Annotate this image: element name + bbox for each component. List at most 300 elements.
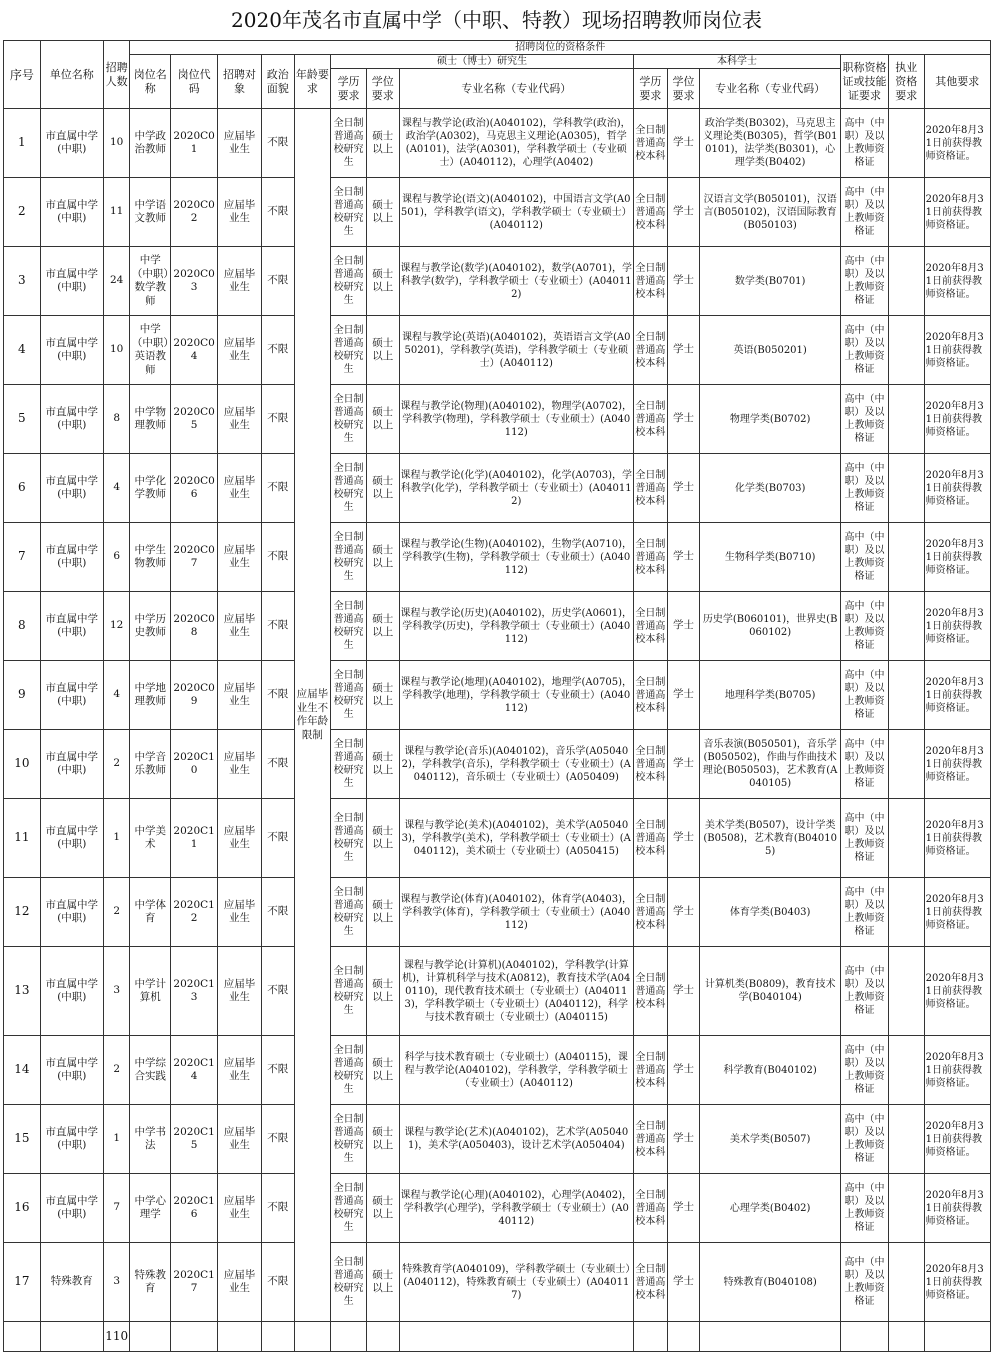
master-edu-cell: 全日制普通高校研究生 xyxy=(331,523,367,592)
master-degree-cell: 硕士以上 xyxy=(366,454,399,523)
total-empty-cell xyxy=(667,1322,700,1352)
target-cell: 应届毕业生 xyxy=(218,178,262,247)
total-empty-cell xyxy=(331,1322,367,1352)
table-row xyxy=(4,247,991,316)
master-major-cell: 课程与教学论(政治)(A040102)，学科教学(政治)，政治学(A0302)，马克思主义理论(A0305)，哲学(A0101)，法学(A0301)，学科教学硕士（专业硕士）(A040112)，心理学(A0402) xyxy=(399,109,634,178)
cert-cell: 高中（中职）及以上教师资格证 xyxy=(841,1105,889,1174)
seq-cell: 7 xyxy=(4,523,41,592)
other-cell: 2020年8月31日前获得教师资格证。 xyxy=(924,1036,990,1105)
post-code-cell: 2020C12 xyxy=(171,878,218,947)
count-cell: 4 xyxy=(103,661,130,730)
unit-cell: 市直属中学(中职) xyxy=(40,178,103,247)
unit-cell: 市直属中学(中职) xyxy=(40,1036,103,1105)
header-political: 政治面貌 xyxy=(261,55,294,109)
political-cell: 不限 xyxy=(261,730,294,799)
bachelor-degree-cell: 学士 xyxy=(667,1243,700,1322)
license-cell xyxy=(888,592,924,661)
master-major-cell: 课程与教学论(生物)(A040102)，生物学(A0710)，学科教学(生物)，学科教学硕士（专业硕士）(A040112) xyxy=(399,523,634,592)
table-row xyxy=(4,661,991,730)
header-m-major: 专业名称（专业代码） xyxy=(399,69,634,109)
license-cell xyxy=(888,661,924,730)
master-degree-cell: 硕士以上 xyxy=(366,1036,399,1105)
master-major-cell: 科学与技术教育硕士（专业硕士）(A040115)，课程与教学论(A040102)，学科教学，学科教学硕士（专业硕士）(A040112) xyxy=(399,1036,634,1105)
political-cell: 不限 xyxy=(261,799,294,878)
count-cell: 10 xyxy=(103,109,130,178)
master-major-cell: 课程与教学论(美术)(A040102)，美术学(A050403)，学科教学(美术)，学科教学硕士（专业硕士）(A040112)，美术硕士（专业硕士）(A050415) xyxy=(399,799,634,878)
other-cell: 2020年8月31日前获得教师资格证。 xyxy=(924,799,990,878)
license-cell xyxy=(888,878,924,947)
political-cell: 不限 xyxy=(261,523,294,592)
political-cell: 不限 xyxy=(261,878,294,947)
bachelor-major-cell: 历史学(B060101)，世界史(B060102) xyxy=(700,592,841,661)
license-cell xyxy=(888,1105,924,1174)
total-empty-cell xyxy=(4,1322,41,1352)
bachelor-edu-cell: 全日制普通高校本科 xyxy=(634,178,668,247)
header-age: 年龄要求 xyxy=(294,55,331,109)
master-degree-cell: 硕士以上 xyxy=(366,661,399,730)
header-title-cert: 职称资格证或技能证要求 xyxy=(841,55,889,109)
bachelor-degree-cell: 学士 xyxy=(667,878,700,947)
bachelor-degree-cell: 学士 xyxy=(667,178,700,247)
master-edu-cell: 全日制普通高校研究生 xyxy=(331,109,367,178)
political-cell: 不限 xyxy=(261,661,294,730)
cert-cell: 高中（中职）及以上教师资格证 xyxy=(841,661,889,730)
post-name-cell: 中学音乐教师 xyxy=(130,730,171,799)
bachelor-edu-cell: 全日制普通高校本科 xyxy=(634,385,668,454)
bachelor-major-cell: 美术学类(B0507) xyxy=(700,1105,841,1174)
master-edu-cell: 全日制普通高校研究生 xyxy=(331,1243,367,1322)
master-degree-cell: 硕士以上 xyxy=(366,947,399,1036)
master-degree-cell: 硕士以上 xyxy=(366,799,399,878)
unit-cell: 市直属中学(中职) xyxy=(40,878,103,947)
table-row xyxy=(4,1105,991,1174)
post-code-cell: 2020C05 xyxy=(171,385,218,454)
master-major-cell: 课程与教学论(心理)(A040102)，心理学(A0402)，学科教学(心理学)，学科教学硕士（专业硕士）(A040112) xyxy=(399,1174,634,1243)
license-cell xyxy=(888,947,924,1036)
master-major-cell: 课程与教学论(数学)(A040102)，数学(A0701)，学科教学(数学)，学科教学硕士（专业硕士）(A040112) xyxy=(399,247,634,316)
master-major-cell: 课程与教学论(英语)(A040102)，英语语言文学(A050201)，学科教学(英语)，学科教学硕士（专业硕士）(A040112) xyxy=(399,316,634,385)
unit-cell: 市直属中学(中职) xyxy=(40,799,103,878)
master-major-cell: 课程与教学论(音乐)(A040102)，音乐学(A050402)，学科教学(音乐)，学科教学硕士（专业硕士）(A040112)，音乐硕士（专业硕士）(A050409) xyxy=(399,730,634,799)
post-code-cell: 2020C17 xyxy=(171,1243,218,1322)
post-name-cell: 中学语文教师 xyxy=(130,178,171,247)
table-row xyxy=(4,1243,991,1322)
target-cell: 应届毕业生 xyxy=(218,878,262,947)
cert-cell: 高中（中职）及以上教师资格证 xyxy=(841,730,889,799)
header-bachelor-group: 本科学士 xyxy=(634,55,841,69)
seq-cell: 17 xyxy=(4,1243,41,1322)
post-name-cell: 中学历史教师 xyxy=(130,592,171,661)
cert-cell: 高中（中职）及以上教师资格证 xyxy=(841,316,889,385)
bachelor-edu-cell: 全日制普通高校本科 xyxy=(634,730,668,799)
header-b-degree: 学位要求 xyxy=(667,69,700,109)
other-cell: 2020年8月31日前获得教师资格证。 xyxy=(924,661,990,730)
master-degree-cell: 硕士以上 xyxy=(366,1243,399,1322)
other-cell: 2020年8月31日前获得教师资格证。 xyxy=(924,523,990,592)
bachelor-degree-cell: 学士 xyxy=(667,454,700,523)
table-row xyxy=(4,878,991,947)
total-empty-cell xyxy=(40,1322,103,1352)
unit-cell: 市直属中学(中职) xyxy=(40,523,103,592)
count-cell: 10 xyxy=(103,316,130,385)
bachelor-major-cell: 英语(B050201) xyxy=(700,316,841,385)
target-cell: 应届毕业生 xyxy=(218,109,262,178)
master-edu-cell: 全日制普通高校研究生 xyxy=(331,247,367,316)
total-empty-cell xyxy=(634,1322,668,1352)
count-cell: 12 xyxy=(103,592,130,661)
bachelor-major-cell: 汉语言文学(B050101)，汉语言(B050102)，汉语国际教育(B050103) xyxy=(700,178,841,247)
master-degree-cell: 硕士以上 xyxy=(366,178,399,247)
target-cell: 应届毕业生 xyxy=(218,592,262,661)
post-name-cell: 中学计算机 xyxy=(130,947,171,1036)
bachelor-degree-cell: 学士 xyxy=(667,1174,700,1243)
other-cell: 2020年8月31日前获得教师资格证。 xyxy=(924,454,990,523)
other-cell: 2020年8月31日前获得教师资格证。 xyxy=(924,592,990,661)
target-cell: 应届毕业生 xyxy=(218,799,262,878)
header-count: 招聘人数 xyxy=(103,41,130,109)
cert-cell: 高中（中职）及以上教师资格证 xyxy=(841,947,889,1036)
seq-cell: 12 xyxy=(4,878,41,947)
other-cell: 2020年8月31日前获得教师资格证。 xyxy=(924,947,990,1036)
other-cell: 2020年8月31日前获得教师资格证。 xyxy=(924,247,990,316)
target-cell: 应届毕业生 xyxy=(218,247,262,316)
total-empty-cell xyxy=(924,1322,990,1352)
document-title: 2020年茂名市直属中学（中职、特教）现场招聘教师岗位表 xyxy=(231,8,762,32)
post-name-cell: 特殊教育 xyxy=(130,1243,171,1322)
master-edu-cell: 全日制普通高校研究生 xyxy=(331,454,367,523)
post-code-cell: 2020C08 xyxy=(171,592,218,661)
target-cell: 应届毕业生 xyxy=(218,1036,262,1105)
master-major-cell: 课程与教学论(计算机)(A040102)，学科教学(计算机)，计算机科学与技术(A0812)，教育技术学(A040110)，现代教育技术硕士（专业硕士）(A040113)，学科教学硕士（专业硕士）(A040112)，科学与技术教育硕士（专业硕士）(A040115) xyxy=(399,947,634,1036)
header-license: 执业资格要求 xyxy=(888,55,924,109)
seq-cell: 3 xyxy=(4,247,41,316)
target-cell: 应届毕业生 xyxy=(218,523,262,592)
seq-cell: 10 xyxy=(4,730,41,799)
bachelor-edu-cell: 全日制普通高校本科 xyxy=(634,592,668,661)
post-code-cell: 2020C06 xyxy=(171,454,218,523)
cert-cell: 高中（中职）及以上教师资格证 xyxy=(841,1036,889,1105)
header-m-edu: 学历要求 xyxy=(331,69,367,109)
master-degree-cell: 硕士以上 xyxy=(366,1105,399,1174)
bachelor-edu-cell: 全日制普通高校本科 xyxy=(634,799,668,878)
post-name-cell: 中学综合实践 xyxy=(130,1036,171,1105)
total-empty-cell xyxy=(218,1322,262,1352)
cert-cell: 高中（中职）及以上教师资格证 xyxy=(841,523,889,592)
seq-cell: 16 xyxy=(4,1174,41,1243)
seq-cell: 2 xyxy=(4,178,41,247)
target-cell: 应届毕业生 xyxy=(218,1105,262,1174)
master-edu-cell: 全日制普通高校研究生 xyxy=(331,592,367,661)
table-row xyxy=(4,1174,991,1243)
license-cell xyxy=(888,1243,924,1322)
header-unit: 单位名称 xyxy=(40,41,103,109)
count-cell: 7 xyxy=(103,1174,130,1243)
license-cell xyxy=(888,799,924,878)
unit-cell: 市直属中学(中职) xyxy=(40,592,103,661)
bachelor-degree-cell: 学士 xyxy=(667,592,700,661)
cert-cell: 高中（中职）及以上教师资格证 xyxy=(841,1243,889,1322)
bachelor-edu-cell: 全日制普通高校本科 xyxy=(634,523,668,592)
post-name-cell: 中学物理教师 xyxy=(130,385,171,454)
bachelor-major-cell: 计算机类(B0809)，教育技术学(B040104) xyxy=(700,947,841,1036)
master-major-cell: 课程与教学论(地理)(A040102)，地理学(A0705)，学科教学(地理)，学科教学硕士（专业硕士）(A040112) xyxy=(399,661,634,730)
unit-cell: 市直属中学(中职) xyxy=(40,247,103,316)
total-empty-cell xyxy=(841,1322,889,1352)
license-cell xyxy=(888,523,924,592)
master-edu-cell: 全日制普通高校研究生 xyxy=(331,316,367,385)
header-master-group: 硕士（博士）研究生 xyxy=(331,55,634,69)
target-cell: 应届毕业生 xyxy=(218,947,262,1036)
license-cell xyxy=(888,1036,924,1105)
post-name-cell: 中学体育 xyxy=(130,878,171,947)
cert-cell: 高中（中职）及以上教师资格证 xyxy=(841,592,889,661)
target-cell: 应届毕业生 xyxy=(218,385,262,454)
cert-cell: 高中（中职）及以上教师资格证 xyxy=(841,878,889,947)
target-cell: 应届毕业生 xyxy=(218,730,262,799)
bachelor-edu-cell: 全日制普通高校本科 xyxy=(634,1105,668,1174)
bachelor-degree-cell: 学士 xyxy=(667,730,700,799)
age-cell: 应届毕业生不作年龄限制 xyxy=(294,109,331,1322)
political-cell: 不限 xyxy=(261,1036,294,1105)
unit-cell: 市直属中学(中职) xyxy=(40,730,103,799)
table-row xyxy=(4,109,991,178)
master-edu-cell: 全日制普通高校研究生 xyxy=(331,1036,367,1105)
table-row xyxy=(4,730,991,799)
seq-cell: 9 xyxy=(4,661,41,730)
total-count-cell: 110 xyxy=(103,1322,130,1352)
bachelor-degree-cell: 学士 xyxy=(667,523,700,592)
post-code-cell: 2020C03 xyxy=(171,247,218,316)
seq-cell: 14 xyxy=(4,1036,41,1105)
unit-cell: 市直属中学(中职) xyxy=(40,661,103,730)
political-cell: 不限 xyxy=(261,385,294,454)
post-code-cell: 2020C10 xyxy=(171,730,218,799)
master-degree-cell: 硕士以上 xyxy=(366,523,399,592)
master-degree-cell: 硕士以上 xyxy=(366,109,399,178)
master-degree-cell: 硕士以上 xyxy=(366,247,399,316)
master-edu-cell: 全日制普通高校研究生 xyxy=(331,1105,367,1174)
header-m-degree: 学位要求 xyxy=(366,69,399,109)
other-cell: 2020年8月31日前获得教师资格证。 xyxy=(924,1174,990,1243)
master-degree-cell: 硕士以上 xyxy=(366,878,399,947)
bachelor-major-cell: 特殊教育(B040108) xyxy=(700,1243,841,1322)
bachelor-major-cell: 体育学类(B0403) xyxy=(700,878,841,947)
count-cell: 2 xyxy=(103,878,130,947)
political-cell: 不限 xyxy=(261,1105,294,1174)
count-cell: 3 xyxy=(103,1243,130,1322)
bachelor-degree-cell: 学士 xyxy=(667,1105,700,1174)
post-name-cell: 中学政治教师 xyxy=(130,109,171,178)
bachelor-edu-cell: 全日制普通高校本科 xyxy=(634,247,668,316)
bachelor-major-cell: 美术学类(B0507)，设计学类(B0508)，艺术教育(B040105) xyxy=(700,799,841,878)
master-edu-cell: 全日制普通高校研究生 xyxy=(331,385,367,454)
political-cell: 不限 xyxy=(261,947,294,1036)
table-row xyxy=(4,385,991,454)
license-cell xyxy=(888,247,924,316)
unit-cell: 市直属中学(中职) xyxy=(40,316,103,385)
header-target: 招聘对象 xyxy=(218,55,262,109)
license-cell xyxy=(888,178,924,247)
target-cell: 应届毕业生 xyxy=(218,454,262,523)
bachelor-major-cell: 科学教育(B040102) xyxy=(700,1036,841,1105)
master-degree-cell: 硕士以上 xyxy=(366,592,399,661)
total-row xyxy=(4,1322,991,1352)
table-row xyxy=(4,316,991,385)
other-cell: 2020年8月31日前获得教师资格证。 xyxy=(924,878,990,947)
bachelor-edu-cell: 全日制普通高校本科 xyxy=(634,878,668,947)
cert-cell: 高中（中职）及以上教师资格证 xyxy=(841,1174,889,1243)
bachelor-major-cell: 心理学类(B0402) xyxy=(700,1174,841,1243)
count-cell: 6 xyxy=(103,523,130,592)
license-cell xyxy=(888,1174,924,1243)
unit-cell: 市直属中学(中职) xyxy=(40,109,103,178)
master-major-cell: 课程与教学论(艺术)(A040102)，艺术学(A050401)，美术学(A050403)，设计艺术学(A050404) xyxy=(399,1105,634,1174)
master-edu-cell: 全日制普通高校研究生 xyxy=(331,878,367,947)
total-empty-cell xyxy=(700,1322,841,1352)
master-degree-cell: 硕士以上 xyxy=(366,316,399,385)
count-cell: 1 xyxy=(103,799,130,878)
license-cell xyxy=(888,316,924,385)
table-row xyxy=(4,799,991,878)
cert-cell: 高中（中职）及以上教师资格证 xyxy=(841,109,889,178)
other-cell: 2020年8月31日前获得教师资格证。 xyxy=(924,1243,990,1322)
count-cell: 2 xyxy=(103,730,130,799)
seq-cell: 5 xyxy=(4,385,41,454)
total-empty-cell xyxy=(366,1322,399,1352)
post-code-cell: 2020C02 xyxy=(171,178,218,247)
cert-cell: 高中（中职）及以上教师资格证 xyxy=(841,385,889,454)
master-major-cell: 特殊教育学(A040109)，学科教学硕士（专业硕士）(A040112)，特殊教育硕士（专业硕士）(A040117) xyxy=(399,1243,634,1322)
political-cell: 不限 xyxy=(261,592,294,661)
bachelor-edu-cell: 全日制普通高校本科 xyxy=(634,947,668,1036)
bachelor-major-cell: 政治学类(B0302)，马克思主义理论类(B0305)，哲学(B010101)，法学类(B0301)，心理学类(B0402) xyxy=(700,109,841,178)
header-qualification-group: 招聘岗位的资格条件 xyxy=(130,41,991,55)
table-row xyxy=(4,178,991,247)
license-cell xyxy=(888,385,924,454)
bachelor-edu-cell: 全日制普通高校本科 xyxy=(634,316,668,385)
table-row xyxy=(4,947,991,1036)
bachelor-edu-cell: 全日制普通高校本科 xyxy=(634,1036,668,1105)
post-code-cell: 2020C11 xyxy=(171,799,218,878)
header-seq: 序号 xyxy=(4,41,41,109)
bachelor-edu-cell: 全日制普通高校本科 xyxy=(634,1174,668,1243)
master-edu-cell: 全日制普通高校研究生 xyxy=(331,730,367,799)
bachelor-edu-cell: 全日制普通高校本科 xyxy=(634,1243,668,1322)
master-degree-cell: 硕士以上 xyxy=(366,385,399,454)
post-name-cell: 中学书法 xyxy=(130,1105,171,1174)
political-cell: 不限 xyxy=(261,247,294,316)
post-name-cell: 中学心理学 xyxy=(130,1174,171,1243)
master-major-cell: 课程与教学论(体育)(A040102)，体育学(A0403)，学科教学(体育)，学科教学硕士（专业硕士）(A040112) xyxy=(399,878,634,947)
license-cell xyxy=(888,454,924,523)
post-name-cell: 中学（中职）英语教师 xyxy=(130,316,171,385)
target-cell: 应届毕业生 xyxy=(218,661,262,730)
table-row xyxy=(4,1036,991,1105)
unit-cell: 市直属中学(中职) xyxy=(40,1174,103,1243)
master-major-cell: 课程与教学论(化学)(A040102)，化学(A0703)，学科教学(化学)，学科教学硕士（专业硕士）(A040112) xyxy=(399,454,634,523)
master-degree-cell: 硕士以上 xyxy=(366,1174,399,1243)
table-row xyxy=(4,523,991,592)
master-edu-cell: 全日制普通高校研究生 xyxy=(331,178,367,247)
other-cell: 2020年8月31日前获得教师资格证。 xyxy=(924,730,990,799)
total-empty-cell xyxy=(261,1322,294,1352)
count-cell: 1 xyxy=(103,1105,130,1174)
total-empty-cell xyxy=(888,1322,924,1352)
bachelor-degree-cell: 学士 xyxy=(667,109,700,178)
target-cell: 应届毕业生 xyxy=(218,1174,262,1243)
other-cell: 2020年8月31日前获得教师资格证。 xyxy=(924,316,990,385)
master-major-cell: 课程与教学论(物理)(A040102)，物理学(A0702)，学科教学(物理)，学科教学硕士（专业硕士）(A040112) xyxy=(399,385,634,454)
master-edu-cell: 全日制普通高校研究生 xyxy=(331,799,367,878)
seq-cell: 8 xyxy=(4,592,41,661)
bachelor-degree-cell: 学士 xyxy=(667,385,700,454)
post-name-cell: 中学（中职）数学教师 xyxy=(130,247,171,316)
bachelor-degree-cell: 学士 xyxy=(667,947,700,1036)
post-name-cell: 中学地理教师 xyxy=(130,661,171,730)
bachelor-degree-cell: 学士 xyxy=(667,247,700,316)
seq-cell: 15 xyxy=(4,1105,41,1174)
post-code-cell: 2020C04 xyxy=(171,316,218,385)
seq-cell: 4 xyxy=(4,316,41,385)
bachelor-major-cell: 音乐表演(B050501)，音乐学(B050502)，作曲与作曲技术理论(B050503)，艺术教育(A040105) xyxy=(700,730,841,799)
other-cell: 2020年8月31日前获得教师资格证。 xyxy=(924,385,990,454)
post-code-cell: 2020C16 xyxy=(171,1174,218,1243)
bachelor-edu-cell: 全日制普通高校本科 xyxy=(634,661,668,730)
master-major-cell: 课程与教学论(语文)(A040102)，中国语言文学(A0501)，学科教学(语文)，学科教学硕士（专业硕士）(A040112) xyxy=(399,178,634,247)
count-cell: 4 xyxy=(103,454,130,523)
bachelor-degree-cell: 学士 xyxy=(667,316,700,385)
political-cell: 不限 xyxy=(261,316,294,385)
bachelor-degree-cell: 学士 xyxy=(667,799,700,878)
post-code-cell: 2020C14 xyxy=(171,1036,218,1105)
header-other: 其他要求 xyxy=(924,55,990,109)
seq-cell: 6 xyxy=(4,454,41,523)
recruitment-table xyxy=(3,40,991,1352)
bachelor-degree-cell: 学士 xyxy=(667,1036,700,1105)
table-row xyxy=(4,454,991,523)
bachelor-major-cell: 物理学类(B0702) xyxy=(700,385,841,454)
table-body xyxy=(4,109,991,1352)
bachelor-major-cell: 生物科学类(B0710) xyxy=(700,523,841,592)
unit-cell: 市直属中学(中职) xyxy=(40,385,103,454)
target-cell: 应届毕业生 xyxy=(218,316,262,385)
license-cell xyxy=(888,730,924,799)
total-empty-cell xyxy=(399,1322,634,1352)
count-cell: 24 xyxy=(103,247,130,316)
other-cell: 2020年8月31日前获得教师资格证。 xyxy=(924,1105,990,1174)
bachelor-major-cell: 地理科学类(B0705) xyxy=(700,661,841,730)
unit-cell: 市直属中学(中职) xyxy=(40,454,103,523)
master-major-cell: 课程与教学论(历史)(A040102)，历史学(A0601)，学科教学(历史)，学科教学硕士（专业硕士）(A040112) xyxy=(399,592,634,661)
bachelor-major-cell: 数学类(B0701) xyxy=(700,247,841,316)
political-cell: 不限 xyxy=(261,1174,294,1243)
seq-cell: 13 xyxy=(4,947,41,1036)
total-empty-cell xyxy=(130,1322,171,1352)
bachelor-degree-cell: 学士 xyxy=(667,661,700,730)
master-degree-cell: 硕士以上 xyxy=(366,730,399,799)
post-code-cell: 2020C15 xyxy=(171,1105,218,1174)
cert-cell: 高中（中职）及以上教师资格证 xyxy=(841,454,889,523)
cert-cell: 高中（中职）及以上教师资格证 xyxy=(841,247,889,316)
other-cell: 2020年8月31日前获得教师资格证。 xyxy=(924,109,990,178)
total-empty-cell xyxy=(294,1322,331,1352)
count-cell: 2 xyxy=(103,1036,130,1105)
license-cell xyxy=(888,109,924,178)
target-cell: 应届毕业生 xyxy=(218,1243,262,1322)
master-edu-cell: 全日制普通高校研究生 xyxy=(331,661,367,730)
post-code-cell: 2020C01 xyxy=(171,109,218,178)
cert-cell: 高中（中职）及以上教师资格证 xyxy=(841,178,889,247)
